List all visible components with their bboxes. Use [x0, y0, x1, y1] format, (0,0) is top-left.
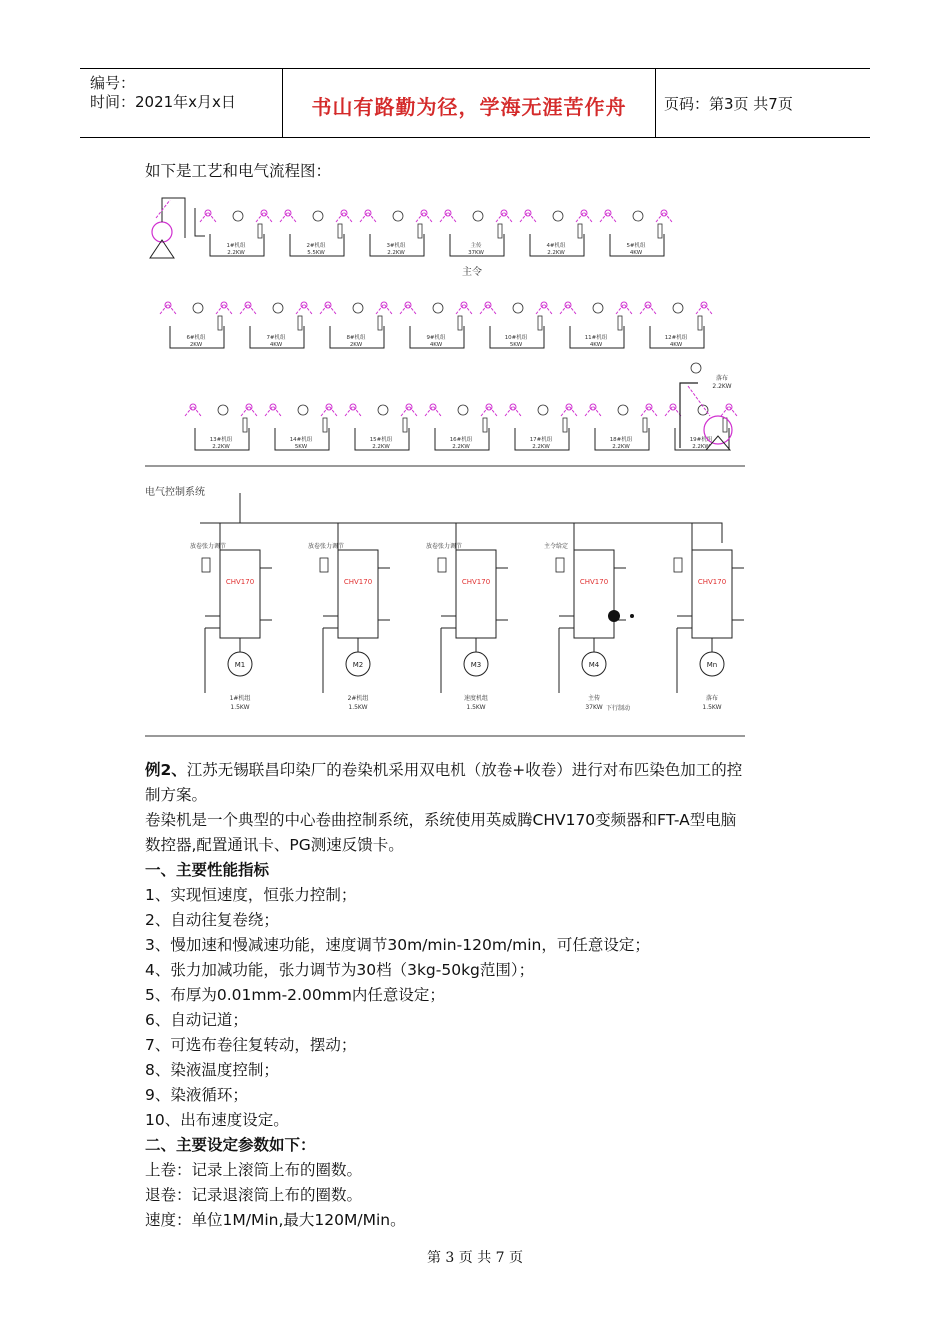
motor-label: M4 [588, 661, 600, 669]
spindle-symbol [323, 418, 327, 432]
inverter-box [456, 550, 496, 638]
process-mid-label: 主令 [462, 267, 482, 278]
unit-power: 4KW [429, 342, 443, 348]
roller-symbol [501, 210, 507, 216]
unit-power: 4KW [629, 250, 643, 256]
unit-power-label: 1.5KW [702, 704, 722, 711]
input-wiring [677, 616, 692, 693]
spindle-symbol [658, 224, 662, 238]
spindle-symbol [498, 224, 502, 238]
motor-symbol [691, 363, 701, 373]
inverter-box [338, 550, 378, 638]
unit-top-label: 主令给定 [544, 543, 569, 550]
roller-symbol [365, 210, 371, 216]
unit-label: 14#机组 [289, 437, 313, 443]
motor-symbol [513, 303, 523, 313]
motor-symbol [193, 303, 203, 313]
paragraph-line [145, 858, 269, 883]
roller-symbol [285, 210, 291, 216]
roller-symbol [325, 302, 331, 308]
spindle-symbol [563, 418, 567, 432]
unit-label: 16#机组 [449, 437, 473, 443]
roller-symbol [646, 404, 652, 410]
page-number-label: 页码：第3页 共7页 [664, 95, 793, 113]
winder-roll [704, 416, 732, 444]
date-label: 时间：2021年x月x日 [90, 93, 236, 111]
roller-symbol [245, 302, 251, 308]
unit-label: 3#机组 [386, 243, 406, 249]
unit-power: 4KW [589, 342, 603, 348]
unwind-stand [150, 240, 174, 258]
inverter-label: CHV170 [697, 578, 727, 586]
paragraph-line [145, 783, 207, 808]
unit-label: 主传 [470, 243, 482, 249]
motor-label: M3 [470, 661, 482, 669]
spindle-symbol [418, 224, 422, 238]
fabric-path [156, 200, 170, 218]
unit-label: 6#机组 [186, 335, 206, 341]
roller-symbol [406, 404, 412, 410]
roller-symbol [541, 302, 547, 308]
paragraph-text: 5、布厚为0.01mm-2.00mm内任意设定； [145, 986, 445, 1004]
input-wiring [441, 616, 456, 693]
roller-symbol [430, 404, 436, 410]
paragraph-line [145, 808, 736, 833]
inverter-label: CHV170 [461, 578, 491, 586]
roller-symbol [165, 302, 171, 308]
unit-power: 2KW [349, 342, 363, 348]
spindle-symbol [218, 316, 222, 330]
roller-symbol [590, 404, 596, 410]
paragraph-line [145, 1183, 362, 1208]
paragraph-line [145, 908, 279, 933]
roller-symbol [421, 210, 427, 216]
motor-symbol [593, 303, 603, 313]
output-wiring [496, 568, 508, 620]
unit-power: 5.5KW [307, 250, 325, 256]
roller-symbol [565, 302, 571, 308]
header-motto: 书山有路勤为径，学海无涯苦作舟 [311, 95, 627, 119]
unit-power: 2.2KW [372, 444, 390, 450]
motor-symbol [433, 303, 443, 313]
paragraph-text: 江苏无锡联昌印染厂的卷染机采用双电机（放卷+收卷）进行对布匹染色加工的控 [186, 761, 743, 779]
header-center-cell [283, 69, 656, 137]
unit-power: 4KW [669, 342, 683, 348]
potentiometer [674, 558, 682, 572]
paragraph-line [145, 1083, 248, 1108]
brake-indicator [608, 610, 620, 622]
unit-label: 2#机组 [306, 243, 326, 249]
spindle-symbol [578, 224, 582, 238]
unit-bottom-label: 1#机组 [229, 695, 251, 702]
roller-symbol [621, 302, 627, 308]
output-wiring [378, 568, 390, 620]
unwind-frame [162, 198, 185, 238]
unit-top-label: 放卷张力调节 [426, 543, 463, 550]
unit-power: 2.2KW [692, 444, 710, 450]
motor-symbol [458, 405, 468, 415]
roller-symbol [205, 210, 211, 216]
potentiometer [202, 558, 210, 572]
unit-bottom-label: 2#机组 [347, 695, 369, 702]
header-right-cell [656, 69, 870, 137]
inverter-box [220, 550, 260, 638]
unit-power: 37KW [468, 250, 484, 256]
bold-heading: 一、主要性能指标 [145, 861, 270, 879]
roller-symbol [221, 302, 227, 308]
brake-dot [630, 614, 634, 618]
paragraph-text: 8、染液温度控制； [145, 1061, 279, 1079]
input-wiring [205, 616, 220, 693]
output-wiring [260, 568, 272, 620]
motor-label: Mn [706, 661, 718, 669]
drive-unit [674, 523, 744, 711]
unit-label: 1#机组 [226, 243, 246, 249]
unit-label: 11#机组 [584, 335, 608, 341]
unit-power: 2.2KW [212, 444, 230, 450]
unit-label: 19#机组 [689, 437, 713, 443]
drive-unit [190, 523, 272, 711]
unit-power: 2.2KW [532, 444, 550, 450]
paragraph-text: 2、自动往复卷绕； [145, 911, 279, 929]
spindle-symbol [698, 316, 702, 330]
roller-symbol [461, 302, 467, 308]
unit-power-label: 1.5KW [230, 704, 250, 711]
unit-bottom-label: 主传 [587, 695, 601, 702]
inverter-box [574, 550, 614, 638]
unit-power: 5KW [294, 444, 308, 450]
paragraph-text: 上卷：记录上滚筒上布的圈数。 [145, 1161, 363, 1179]
unit-bottom-label: 落布 [705, 695, 719, 702]
header-left-cell [80, 69, 283, 137]
roller-symbol [301, 302, 307, 308]
drive-unit [426, 523, 508, 711]
motor-symbol [673, 303, 683, 313]
output-wiring [732, 568, 744, 620]
roller-symbol [605, 210, 611, 216]
roller-symbol [661, 210, 667, 216]
paragraph-text: 9、染液循环； [145, 1086, 248, 1104]
motor-symbol [633, 211, 643, 221]
roller-symbol [726, 404, 732, 410]
spindle-symbol [643, 418, 647, 432]
motor-symbol [553, 211, 563, 221]
unit-label: 18#机组 [609, 437, 633, 443]
unit-label: 12#机组 [664, 335, 688, 341]
roller-symbol [645, 302, 651, 308]
roller-symbol [701, 302, 707, 308]
unit-label: 5#机组 [626, 243, 646, 249]
motor-symbol [273, 303, 283, 313]
unit-power: 2.2KW [612, 444, 630, 450]
motor-symbol [378, 405, 388, 415]
bold-heading: 例2、 [145, 761, 187, 779]
roller-symbol [405, 302, 411, 308]
paragraph-text: 3、慢加速和慢减速功能，速度调节30m/min-120m/min，可任意设定； [145, 936, 650, 954]
intro-text: 如下是工艺和电气流程图： [145, 162, 332, 180]
motor-symbol [393, 211, 403, 221]
paragraph-line [145, 933, 650, 958]
paragraph-line [145, 983, 445, 1008]
roller-symbol [350, 404, 356, 410]
unit-power-label: 1.5KW [348, 704, 368, 711]
control-title: 电气控制系统 [145, 487, 205, 498]
motor-label: M2 [352, 661, 364, 669]
unit-label: 7#机组 [266, 335, 286, 341]
paragraph-text: 速度：单位1M/Min,最大120M/Min。 [145, 1211, 406, 1229]
unit-power: 4KW [269, 342, 283, 348]
paragraph-line [145, 1208, 406, 1233]
unwind-roll [152, 222, 172, 242]
motor-symbol [233, 211, 243, 221]
roller-symbol [670, 404, 676, 410]
spindle-symbol [243, 418, 247, 432]
fabric-path [688, 386, 710, 416]
unit-label: 8#机组 [346, 335, 366, 341]
unit-power-label: 1.5KW [466, 704, 486, 711]
spindle-symbol [458, 316, 462, 330]
paragraph-line [145, 1008, 248, 1033]
unit-power-label: 37KW [585, 704, 603, 711]
paragraph-line [145, 958, 534, 983]
roller-symbol [341, 210, 347, 216]
paragraph-text: 6、自动记道； [145, 1011, 248, 1029]
unit-power: 2.2KW [452, 444, 470, 450]
unit-power: 2.2KW [227, 250, 245, 256]
motor-symbol [353, 303, 363, 313]
roller-symbol [510, 404, 516, 410]
winder-label: 落布 [715, 375, 729, 382]
input-wiring [323, 616, 338, 693]
unit-power: 2.2KW [547, 250, 565, 256]
input-wiring [559, 616, 574, 693]
inverter-label: CHV170 [343, 578, 373, 586]
motor-symbol [313, 211, 323, 221]
unit-power: 5KW [509, 342, 523, 348]
spindle-symbol [378, 316, 382, 330]
paragraph-text: 10、出布速度设定。 [145, 1111, 289, 1129]
roller-symbol [445, 210, 451, 216]
unit-label: 17#机组 [529, 437, 553, 443]
paragraph-line [145, 1133, 316, 1158]
potentiometer [556, 558, 564, 572]
unit-power: 2.2KW [387, 250, 405, 256]
page-header [80, 68, 870, 138]
unit-power: 2KW [189, 342, 203, 348]
roller-symbol [581, 210, 587, 216]
roller-symbol [525, 210, 531, 216]
spindle-symbol [258, 224, 262, 238]
unit-label: 13#机组 [209, 437, 233, 443]
spindle-symbol [618, 316, 622, 330]
paragraph-text: 1、实现恒速度，恒张力控制； [145, 886, 357, 904]
number-label: 编号： [90, 74, 136, 92]
paragraph-line [145, 833, 404, 858]
spindle-symbol [298, 316, 302, 330]
inverter-label: CHV170 [579, 578, 609, 586]
roller-symbol [486, 404, 492, 410]
spindle-symbol [338, 224, 342, 238]
roller-symbol [261, 210, 267, 216]
motor-symbol [618, 405, 628, 415]
roller-symbol [246, 404, 252, 410]
unit-label: 10#机组 [504, 335, 528, 341]
unit-top-label: 放卷张力调节 [190, 543, 227, 550]
unit-bottom-label: 速度机组 [463, 695, 489, 702]
roller-symbol [566, 404, 572, 410]
unit-label: 15#机组 [369, 437, 393, 443]
paragraph-text: 制方案。 [145, 786, 208, 804]
paragraph-line [145, 1108, 289, 1133]
paragraph-line [145, 1058, 279, 1083]
roller-symbol [270, 404, 276, 410]
bold-heading: 二、主要设定参数如下： [145, 1136, 316, 1154]
unit-label: 4#机组 [546, 243, 566, 249]
inverter-box [692, 550, 732, 638]
paragraph-line [145, 758, 742, 783]
roller-symbol [485, 302, 491, 308]
paragraph-text: 数控器,配置通讯卡、PG测速反馈卡。 [145, 836, 404, 854]
process-flow-diagram [150, 198, 737, 450]
drive-unit [308, 523, 390, 711]
comm-bus [200, 493, 722, 543]
brake-label: 下行制动 [605, 705, 631, 712]
motor-label: M1 [234, 661, 246, 669]
roller-symbol [326, 404, 332, 410]
motor-symbol [218, 405, 228, 415]
paragraph-text: 4、张力加减功能，张力调节为30档（3kg-50kg范围）； [145, 961, 535, 979]
winder-power: 2.2KW [712, 383, 732, 390]
roller-symbol [381, 302, 387, 308]
paragraph-text: 7、可选布卷往复转动，摆动； [145, 1036, 357, 1054]
spindle-symbol [403, 418, 407, 432]
paragraph-line [145, 883, 356, 908]
unit-top-label: 放卷张力调节 [308, 543, 345, 550]
potentiometer [438, 558, 446, 572]
spindle-symbol [538, 316, 542, 330]
motor-symbol [298, 405, 308, 415]
roller-symbol [190, 404, 196, 410]
paragraph-line [145, 1033, 356, 1058]
paragraph-text: 退卷：记录退滚筒上布的圈数。 [145, 1186, 363, 1204]
potentiometer [320, 558, 328, 572]
unit-label: 9#机组 [426, 335, 446, 341]
spindle-symbol [723, 418, 727, 432]
inverter-label: CHV170 [225, 578, 255, 586]
control-system-diagram [190, 493, 744, 712]
process-electrical-diagram [140, 188, 750, 740]
page-footer: 第 3 页 共 7 页 [426, 1250, 524, 1266]
paragraph-line [145, 1158, 362, 1183]
motor-symbol [538, 405, 548, 415]
paragraph-text: 卷染机是一个典型的中心卷曲控制系统，系统使用英威腾CHV170变频器和FT-A型电脑 [145, 811, 737, 829]
spindle-symbol [483, 418, 487, 432]
motor-symbol [473, 211, 483, 221]
